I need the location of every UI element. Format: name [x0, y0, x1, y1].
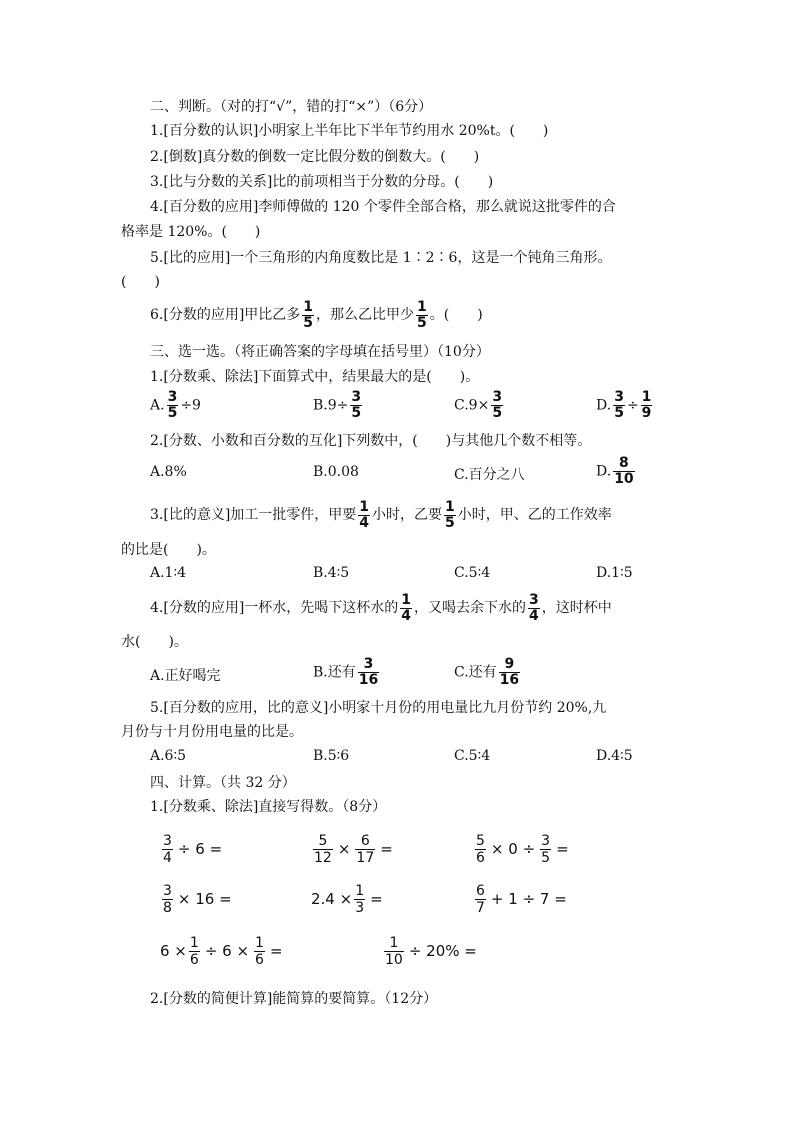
calc-q1-title: 1.[分数乘、除法]直接写得数。（8分） [150, 799, 387, 815]
judge-q6-text-1: 6.[分数的应用]甲比乙多 [150, 307, 301, 323]
choice-q3-option-a: A.1∶4 [150, 565, 187, 581]
fraction-one-fifth: $\frac{1}{5}$ [303, 298, 314, 331]
choice-q4-option-b: B.还有 $\frac{3}{16}$ [313, 656, 379, 688]
judge-q6-text-2: ，那么乙比甲少 [316, 307, 415, 323]
choice-q5-line1: 5.[百分数的应用，比的意义]小明家十月份的用电量比九月份节约 20%,九 [150, 700, 607, 716]
judge-q6 [150, 298, 483, 332]
judge-q6-text-3: 。( ) [429, 307, 483, 323]
section-2-title: 二、判断。（对的打“√”，错的打“×”）（6分） [150, 99, 433, 115]
judge-q4-line1: 4.[百分数的应用]李师傅做的 120 个零件全部合格，那么就说这批零件的合 [150, 199, 616, 215]
judge-q4-line2: 格率是 120%。( ) [121, 224, 261, 240]
fraction-one-fifth: $\frac{1}{5}$ [417, 298, 427, 331]
choice-q2-option-a: A.8% [150, 464, 187, 480]
choice-q4-line1: 4.[分数的应用]一杯水，先喝下这杯水的 $\frac{1}{4}$ ，又喝去余下水的 $\frac{3}{4}$ ，这时杯中 [150, 591, 612, 624]
choice-q2: 2.[分数、小数和百分数的互化]下列数中，( )与其他几个数不相等。 [150, 433, 592, 449]
choice-q2-option-d: D. $\frac{8}{10}$ [596, 455, 634, 487]
section-4-title: 四、计算。（共 32 分） [150, 775, 296, 791]
calc-r2c2: 2.4 × $\frac{1}{3}$ = [311, 883, 383, 916]
judge-q5-line1: 5.[比的应用]一个三角形的内角度数比是 1∶2∶6，这是一个钝角三角形。 [150, 250, 612, 266]
choice-q3-option-d: D.1∶5 [596, 565, 633, 581]
calc-r2c3: $\frac{6}{7}$ + 1 ÷ 7 = [476, 883, 567, 916]
choice-q4-line2: 水( )。 [121, 634, 188, 650]
choice-q2-option-b: B.0.08 [313, 464, 359, 480]
calc-r3c2: $\frac{1}{10}$ ÷ 20% = [385, 935, 477, 968]
judge-q2: 2.[倒数]真分数的倒数一定比假分数的倒数大。( ) [150, 149, 480, 165]
choice-q3-line2: 的比是( )。 [121, 542, 216, 558]
judge-q3: 3.[比与分数的关系]比的前项相当于分数的分母。( ) [150, 174, 494, 190]
choice-q1-option-c: C.9× $\frac{3}{5}$ [454, 389, 503, 421]
choice-q5-option-b: B.5∶6 [313, 748, 350, 764]
choice-q5-option-a: A.6∶5 [150, 748, 187, 764]
calc-r1c2: $\frac{5}{12}$ × $\frac{6}{17}$ = [314, 833, 393, 866]
choice-q3-option-c: C.5∶4 [454, 565, 491, 581]
calc-r2c1: $\frac{3}{8}$ × 16 = [163, 883, 232, 916]
choice-q1-option-d: D. $\frac{3}{5}$ ÷ $\frac{1}{9}$ [596, 389, 652, 421]
choice-q1: 1.[分数乘、除法]下面算式中，结果最大的是( )。 [150, 369, 480, 385]
choice-q1-option-a: A. $\frac{3}{5}$ ÷9 [150, 389, 201, 421]
judge-q5-line2: ( ) [121, 274, 160, 290]
choice-q5-option-d: D.4∶5 [596, 748, 633, 764]
section-3-title: 三、选一选。（将正确答案的字母填在括号里）（10分） [150, 344, 490, 360]
choice-q2-option-c: C.百分之八 [454, 467, 525, 483]
choice-q1-option-b: B.9÷ $\frac{3}{5}$ [313, 389, 362, 421]
judge-q1: 1.[百分数的认识]小明家上半年比下半年节约用水 20%t。( ) [150, 123, 549, 139]
choice-q3-line1: 3.[比的意义]加工一批零件，甲要 $\frac{1}{4}$ 小时，乙要 $\frac{1}{5}$ 小时，甲、乙的工作效率 [150, 498, 612, 531]
choice-q3-option-b: B.4∶5 [313, 565, 350, 581]
calc-r1c3: $\frac{5}{6}$ × 0 ÷ $\frac{3}{5}$ = [476, 833, 569, 866]
calc-r1c1: $\frac{3}{4}$ ÷ 6 = [163, 833, 223, 866]
choice-q4-option-c: C.还有 $\frac{9}{16}$ [454, 656, 520, 688]
calc-q2-title: 2.[分数的简便计算]能简算的要简算。（12分） [150, 991, 438, 1007]
choice-q4-option-a: A.正好喝完 [150, 668, 221, 684]
calc-r3c1: 6 × $\frac{1}{6}$ ÷ 6 × $\frac{1}{6}$ = [160, 935, 283, 968]
choice-q5-line2: 月份与十月份用电量的比是。 [121, 724, 303, 740]
choice-q5-option-c: C.5∶4 [454, 748, 491, 764]
